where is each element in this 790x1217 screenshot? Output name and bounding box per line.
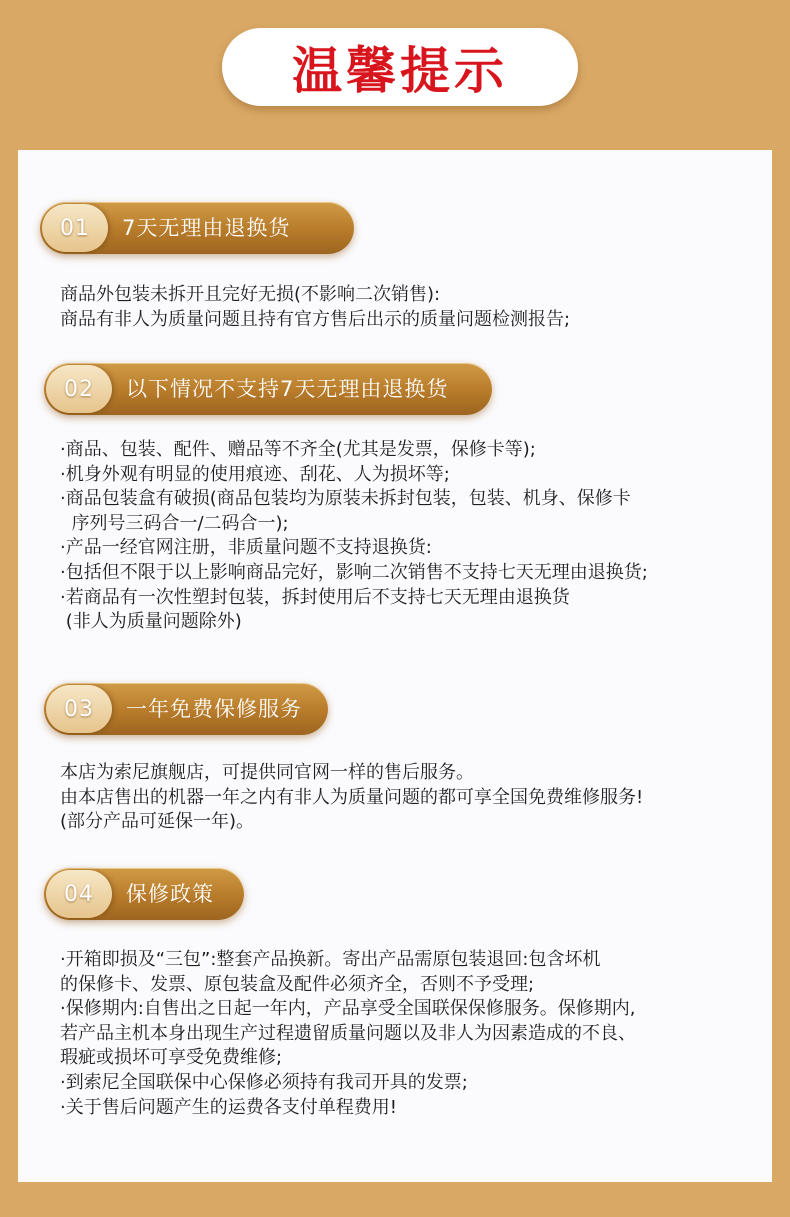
section-header-03 xyxy=(44,683,328,735)
body-line: 若产品主机本身出现生产过程遗留质量问题以及非人为因素造成的不良、 xyxy=(60,1022,636,1044)
section-body-04 xyxy=(60,948,772,1120)
section-number-badge: 01 xyxy=(42,204,108,252)
body-line: ·产品一经官网注册，非质量问题不支持退换货: xyxy=(60,537,432,559)
body-line: 的保修卡、发票、原包装盒及配件必须齐全，否则不予受理; xyxy=(60,973,535,995)
section-body-03 xyxy=(60,761,772,835)
body-line: 序列号三码合一/二码合一); xyxy=(60,512,289,534)
body-line: ·商品包装盒有破损(商品包装均为原装未拆封包装，包装、机身、保修卡 xyxy=(60,488,631,510)
section-header-02 xyxy=(44,363,492,415)
body-line: 由本店售出的机器一年之内有非人为质量问题的都可享全国免费维修服务! xyxy=(60,786,644,808)
body-line: ·保修期内:自售出之日起一年内，产品享受全国联保保修服务。保修期内, xyxy=(60,998,636,1020)
section-body-02 xyxy=(60,438,772,635)
section-number-badge: 02 xyxy=(46,365,112,413)
section-body-01 xyxy=(60,283,772,332)
body-line: 本店为索尼旗舰店，可提供同官网一样的售后服务。 xyxy=(60,762,474,783)
body-line: ·机身外观有明显的使用痕迹、刮花、人为损坏等; xyxy=(60,463,450,485)
title-banner xyxy=(222,28,578,106)
body-line: ·关于售后问题产生的运费各支付单程费用! xyxy=(60,1096,397,1118)
content-panel xyxy=(18,150,772,1182)
section-header-01 xyxy=(40,202,354,254)
body-line: 瑕疵或损坏可享受免费维修; xyxy=(60,1047,283,1069)
section-heading: 一年免费保修服务 xyxy=(126,697,302,721)
body-line: ·开箱即损及“三包”:整套产品换新。寄出产品需原包装退回:包含坏机 xyxy=(60,949,601,970)
section-heading: 以下情况不支持7天无理由退换货 xyxy=(126,377,449,401)
section-header-04 xyxy=(44,868,244,920)
section-heading: 7天无理由退换货 xyxy=(122,216,291,240)
body-line: ·包括但不限于以上影响商品完好，影响二次销售不支持七天无理由退换货; xyxy=(60,561,648,583)
body-line: (非人为质量问题除外) xyxy=(60,611,242,633)
body-line: ·商品、包装、配件、赠品等不齐全(尤其是发票，保修卡等); xyxy=(60,439,536,460)
section-number-badge: 03 xyxy=(46,685,112,733)
section-number-badge: 04 xyxy=(46,870,112,918)
body-line: 商品外包装未拆开且完好无损(不影响二次销售): xyxy=(60,284,441,305)
body-line: 商品有非人为质量问题且持有官方售后出示的质量问题检测报告; xyxy=(60,308,571,330)
section-heading: 保修政策 xyxy=(126,882,214,906)
body-line: (部分产品可延保一年)。 xyxy=(60,811,255,833)
page-title: 温馨提示 xyxy=(292,42,508,100)
body-line: ·若商品有一次性塑封包装，拆封使用后不支持七天无理由退换货 xyxy=(60,586,570,608)
body-line: ·到索尼全国联保中心保修必须持有我司开具的发票; xyxy=(60,1071,468,1093)
